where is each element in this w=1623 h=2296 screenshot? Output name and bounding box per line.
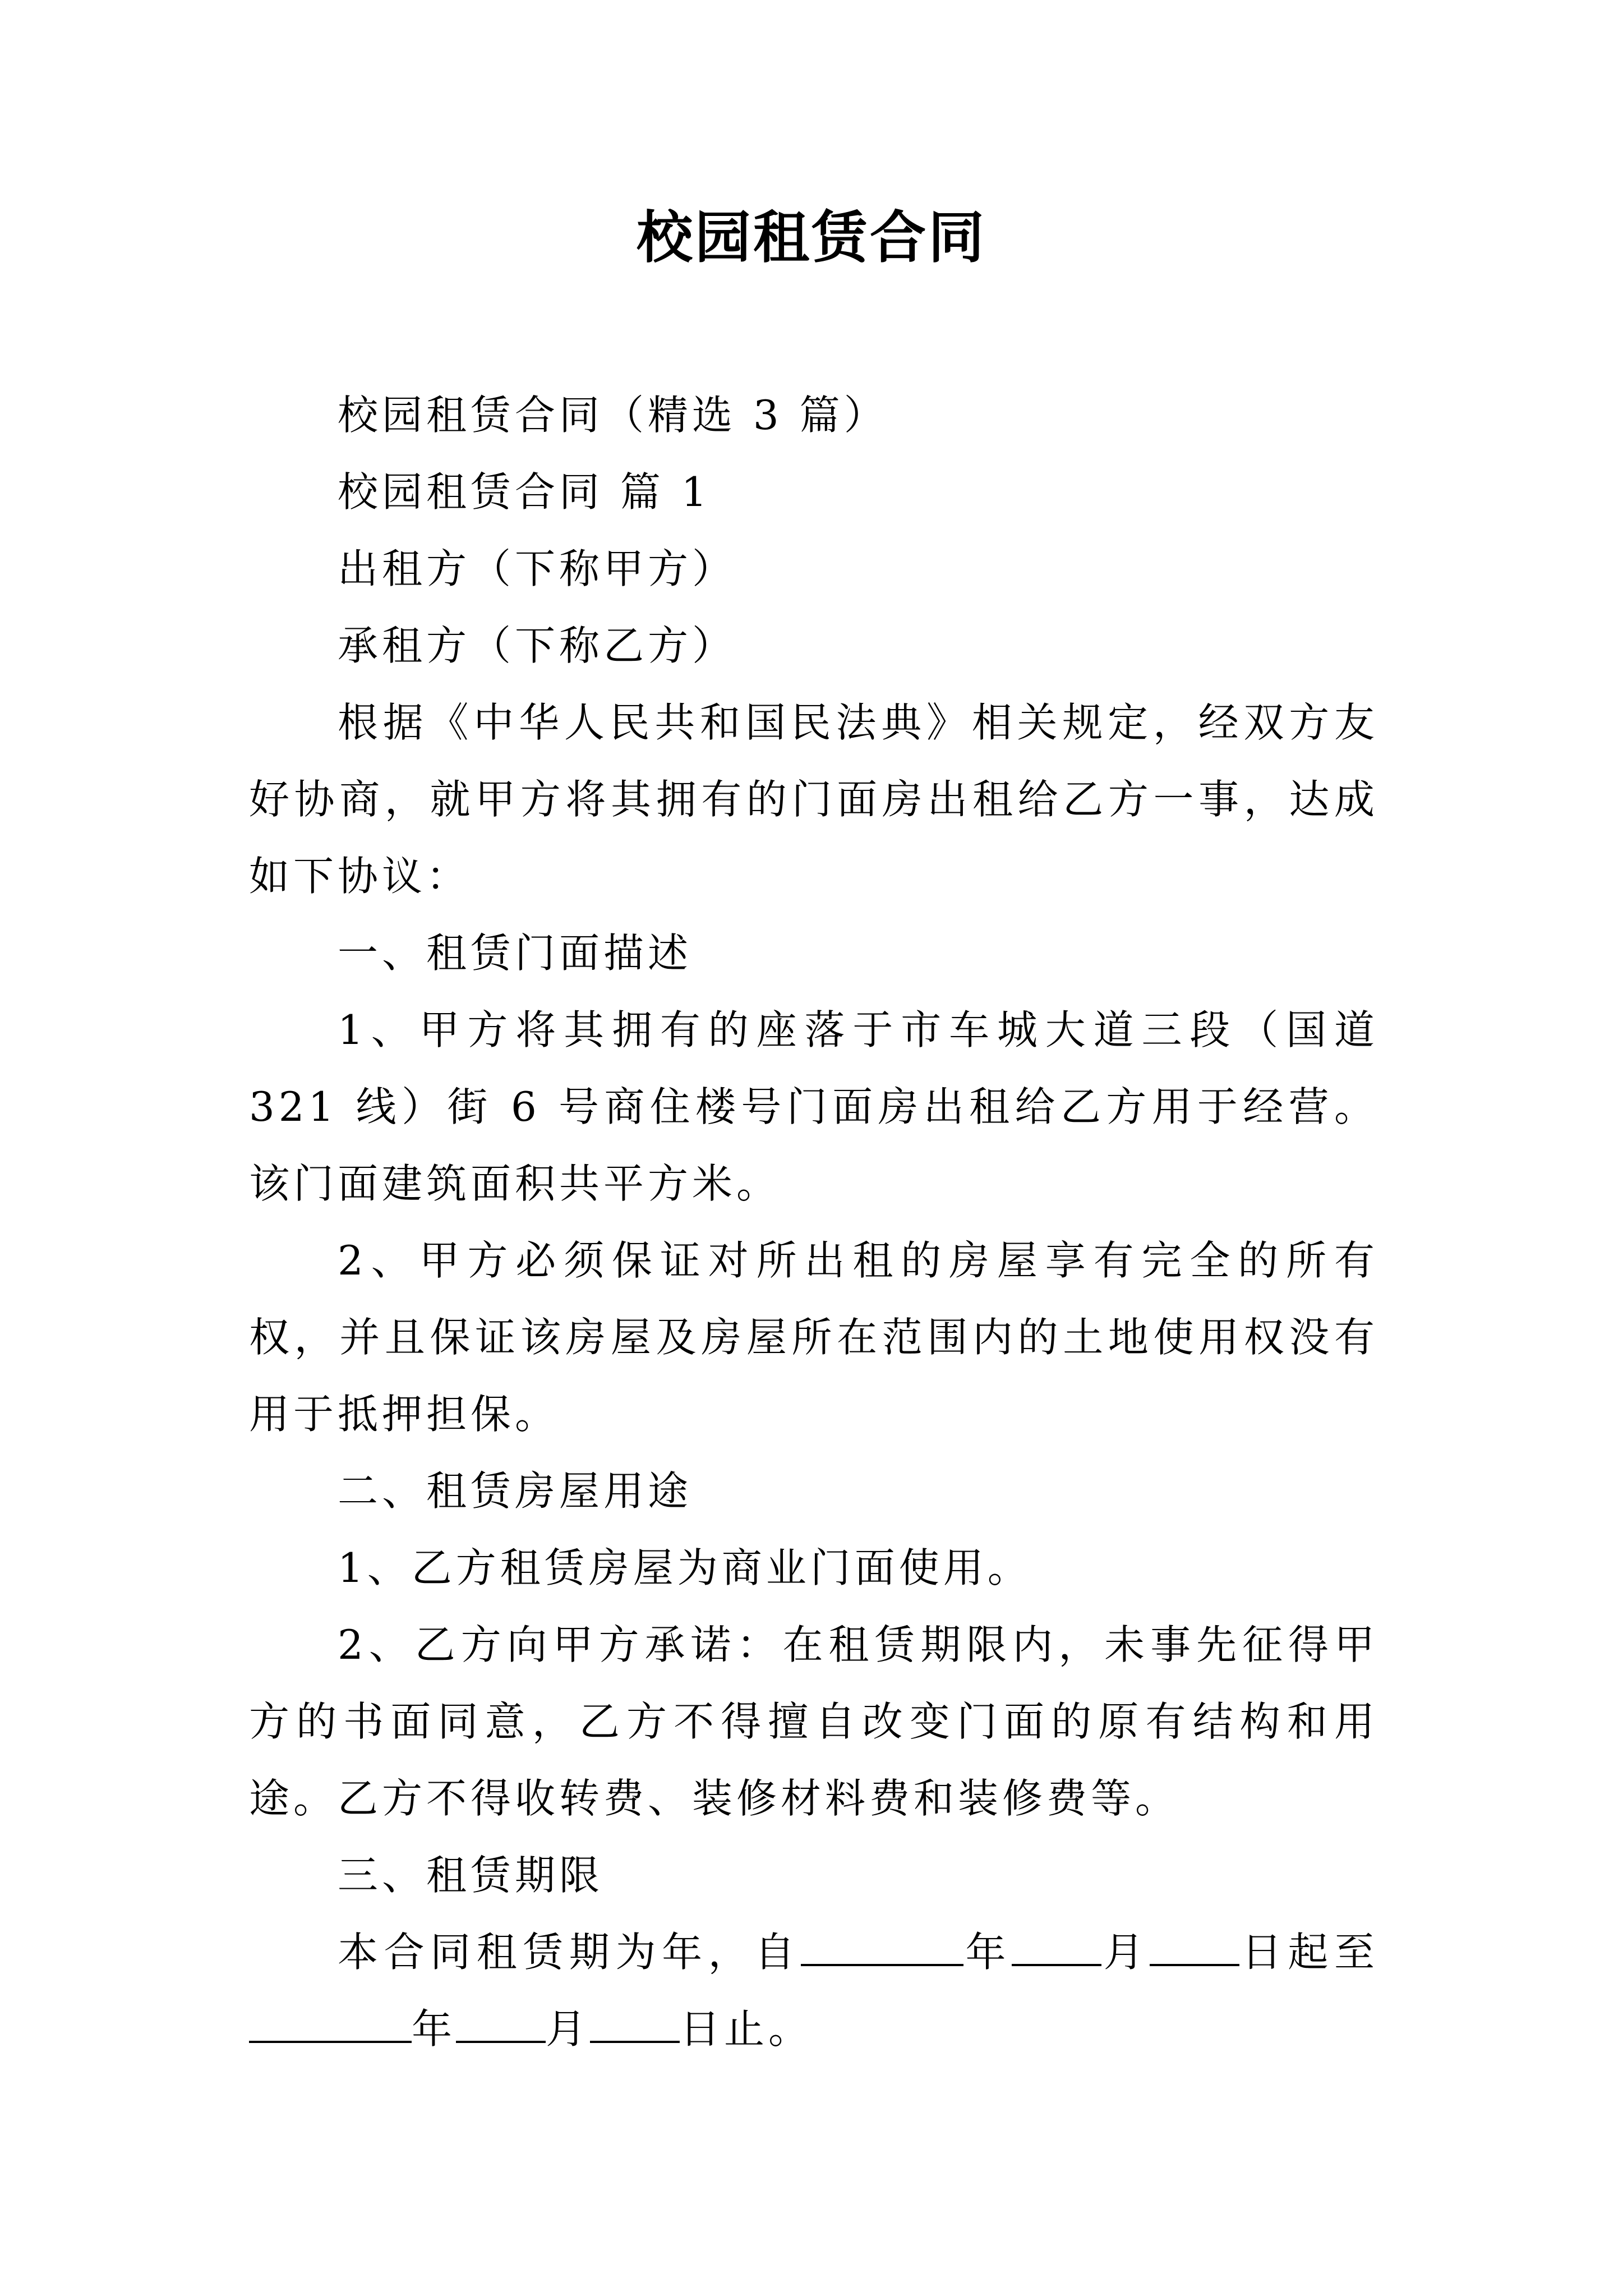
document-body — [249, 377, 1378, 2068]
start-day-label: 日起至 — [1239, 1929, 1378, 1976]
start-month-label: 月 — [1101, 1929, 1150, 1976]
end-month-label: 月 — [546, 2005, 591, 2053]
section-2-heading: 二、租赁房屋用途 — [338, 1467, 693, 1515]
section-1-clause-1: 1、甲方将其拥有的座落于市车城大道三段（国道 321 线）街 6 号商住楼号门面房出租给乙方用于经营。该门面建筑面积共平方米。 — [249, 1006, 1378, 1207]
lessor-line: 出租方（下称甲方） — [338, 545, 737, 592]
preamble-paragraph: 根据《中华人民共和国民法典》相关规定，经双方友好协商，就甲方将其拥有的门面房出租给乙方一事，达成如下协议： — [249, 699, 1378, 900]
end-day-label: 日止。 — [680, 2005, 813, 2053]
end-year-label: 年 — [412, 2005, 457, 2053]
end-month-blank — [456, 2007, 546, 2043]
start-day-blank — [1150, 1930, 1239, 1966]
start-month-blank — [1012, 1930, 1101, 1966]
subtitle: 校园租赁合同（精选 3 篇） — [338, 392, 888, 439]
part-heading: 校园租赁合同 篇 1 — [338, 468, 711, 516]
document-title: 校园租赁合同 — [637, 204, 986, 270]
section-2-clause-2: 2、乙方向甲方承诺：在租赁期限内，未事先征得甲方的书面同意，乙方不得擅自改变门面的原有结构和用途。乙方不得收转费、装修材料费和装修费等。 — [249, 1621, 1378, 1822]
term-prefix: 本合同租赁期为年，自 — [338, 1929, 801, 1976]
start-year-blank — [801, 1930, 963, 1966]
lease-term-paragraph — [249, 1914, 1378, 2068]
end-year-blank — [249, 2007, 412, 2043]
end-day-blank — [590, 2007, 680, 2043]
start-year-label: 年 — [963, 1929, 1012, 1976]
section-2-clause-1: 1、乙方租赁房屋为商业门面使用。 — [338, 1544, 1032, 1591]
section-1-clause-2: 2、甲方必须保证对所出租的房屋享有完全的所有权，并且保证该房屋及房屋所在范围内的土地使用权没有用于抵押担保。 — [249, 1237, 1378, 1438]
lessee-line: 承租方（下称乙方） — [338, 622, 737, 669]
section-1-heading: 一、租赁门面描述 — [338, 930, 693, 977]
section-3-heading: 三、租赁期限 — [338, 1852, 604, 1899]
